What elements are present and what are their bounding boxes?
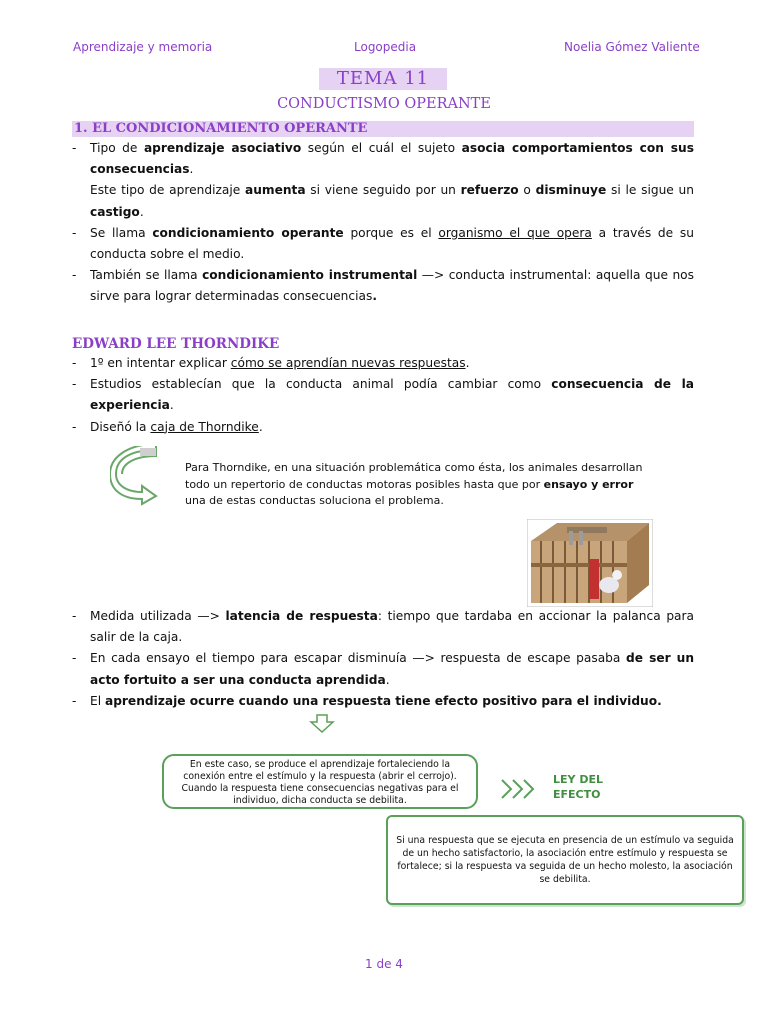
section-heading-conditioning: 1. EL CONDICIONAMIENTO OPERANTE (72, 121, 694, 137)
list-item: - Diseñó la caja de Thorndike. (72, 419, 263, 434)
curved-arrow-icon (110, 446, 160, 506)
chevrons-icon (500, 778, 540, 800)
list-item: Este tipo de aprendizaje aumenta si viene seguido por un refuerzo o disminuye si le sigue un castigo. (90, 183, 694, 219)
section-heading-thorndike: EDWARD LEE THORNDIKE (72, 336, 280, 352)
list-item: - Medida utilizada —> latencia de respuesta: tiempo que tardaba en accionar la palanca para salir de la caja. (72, 609, 695, 645)
law-of-effect-label: LEY DEL EFECTO (553, 773, 603, 801)
list-item: - En cada ensayo el tiempo para escapar disminuía —> respuesta de escape pasaba de ser un acto fortuito a ser una conducta aprendida. (72, 651, 694, 687)
list-item: - También se llama condicionamiento instrumental —> conducta instrumental: aquella que nos sirve para lograr determinadas consecuencias. (72, 268, 694, 304)
page-number: 1 de 4 (365, 957, 403, 971)
list-item: - Tipo de aprendizaje asociativo según el cuál el sujeto asocia comportamientos con sus consecuencias. (72, 141, 694, 177)
page-subtitle: CONDUCTISMO OPERANTE (277, 96, 491, 112)
topic-title: TEMA 11 (319, 68, 447, 90)
down-arrow-icon (309, 714, 335, 734)
list-item: - El aprendizaje ocurre cuando una respuesta tiene efecto positivo para el individuo. (72, 693, 662, 708)
list-item: - Se llama condicionamiento operante porque es el organismo el que opera a través de su conducta sobre el medio. (72, 225, 694, 262)
header-author: Noelia Gómez Valiente (564, 40, 700, 54)
section-2-list (72, 606, 694, 712)
list-item: - Estudios establecían que la conducta animal podía cambiar como consecuencia de la experiencia. (72, 377, 694, 413)
puzzle-box-image (527, 519, 653, 607)
law-of-effect-box: Si una respuesta que se ejecuta en presencia de un estímulo va seguida de un hecho satisfactorio, la asociación entre estímulo y respuesta se fortalece; si la respuesta va seguida de un hecho molesto, la asociación se debilita. (386, 815, 744, 905)
list-item: - 1º en intentar explicar cómo se aprendían nuevas respuestas. (72, 356, 470, 370)
section-1-list (72, 138, 694, 308)
thorndike-note: Para Thorndike, en una situación problemática como ésta, los animales desarrollan todo un repertorio de conductas motoras posibles hasta que por ensayo y error una de estas conductas soluciona el problema. (185, 461, 643, 507)
header-subject: Aprendizaje y memoria (73, 40, 213, 54)
thorndike-list (72, 353, 694, 438)
header-course: Logopedia (354, 40, 417, 54)
learning-explanation-box: En este caso, se produce el aprendizaje fortaleciendo la conexión entre el estímulo y la respuesta (abrir el cerrojo). Cuando la respuesta tiene consecuencias negativas para el individuo, dicha conducta se debilita. (162, 754, 478, 809)
